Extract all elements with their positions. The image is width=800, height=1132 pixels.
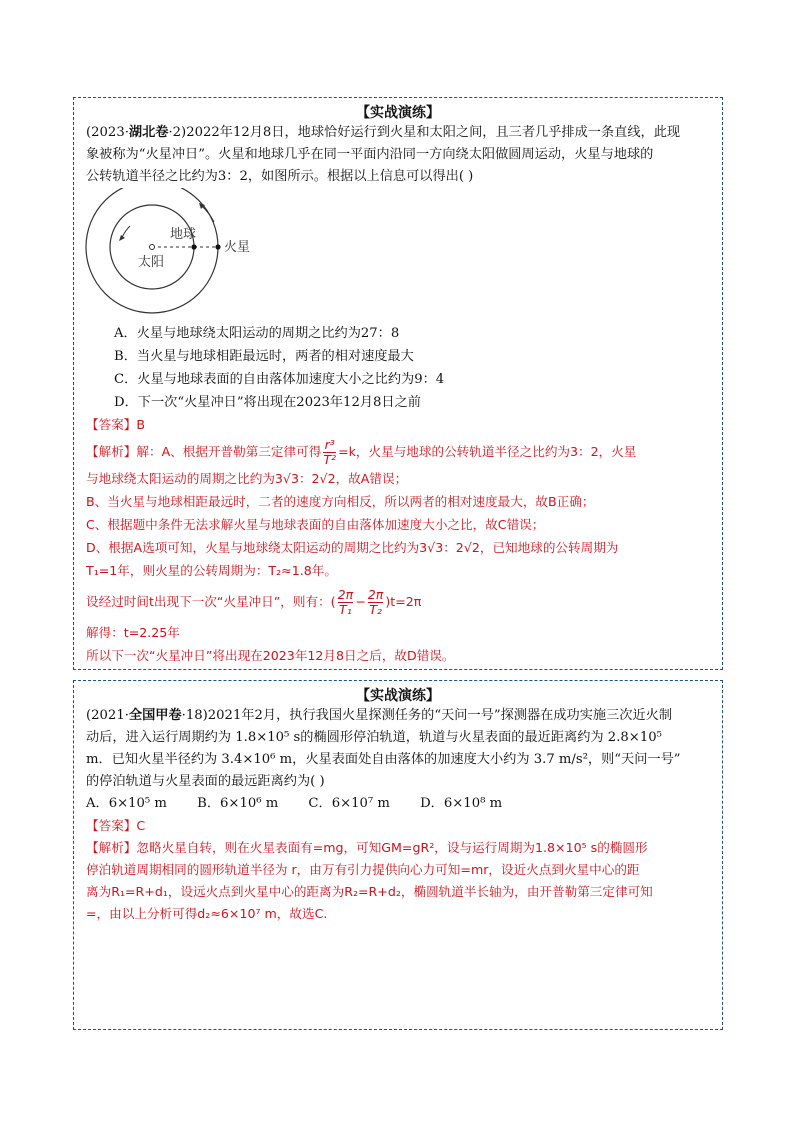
- mars-orbit: [86, 188, 218, 313]
- analysis-line: =，由以上分析可得d₂≈6×10⁷ m，故选C.: [86, 906, 328, 921]
- source-prefix: (2023·: [86, 125, 129, 140]
- analysis-line: 【解析】忽略火星自转，则在火星表面有=mg，可知GM=gR²，设与运行周期为1.8×10⁵ s的椭圆形: [86, 840, 648, 855]
- section-title: 【实战演练】: [356, 105, 440, 121]
- analysis-line: 所以下一次“火星冲日”将出现在2023年12月8日之后，故D错误。: [86, 648, 455, 663]
- analysis-line: B、当火星与地球相距最远时，二者的速度方向相反，所以两者的相对速度最大，故B正确；: [86, 494, 595, 509]
- option-c[interactable]: C．火星与地球表面的自由落体加速度大小之比约为9：4: [114, 372, 445, 387]
- stem-line: 象被称为“火星冲日”。火星和地球几乎在同一平面内沿同一方向绕太阳做圆周运动，火星与地球的: [86, 147, 654, 162]
- fraction-denominator: T²: [323, 452, 337, 467]
- sun-label: 太阳: [138, 255, 165, 270]
- source-paper: 湖北卷: [128, 125, 169, 140]
- section-title: 【实战演练】: [356, 688, 440, 704]
- source-suffix: ·18): [181, 708, 208, 723]
- option-d[interactable]: D．6×10⁸ m: [420, 796, 503, 811]
- analysis-line: D、根据A选项可知，火星与地球绕太阳运动的周期之比约为3√3：2√2，已知地球的公转周期为: [86, 540, 619, 555]
- answer-label: 【答案】C: [86, 818, 146, 833]
- option-c[interactable]: C．6×10⁷ m: [308, 796, 390, 811]
- mars-marker: [215, 244, 220, 249]
- question-2-stem: [86, 705, 712, 793]
- mars-label: 火星: [224, 240, 251, 255]
- question-1-stem: [86, 122, 712, 188]
- analysis-line: T₁=1年，则火星的公转周期为：T₂≈1.8年。: [86, 563, 337, 578]
- kepler-fraction: [323, 438, 336, 467]
- analysis-line: 解得：t=2.25年: [86, 625, 180, 640]
- earth-arrow-icon: [122, 226, 130, 238]
- analysis-block: [86, 837, 712, 925]
- stem-line: 2021年2月，执行我国火星探测任务的“天问一号”探测器在成功实施三次近火制: [207, 708, 673, 723]
- analysis-line: 与地球绕太阳运动的周期之比约为3√3：2√2，故A错误；: [86, 471, 408, 486]
- answer-label: 【答案】B: [86, 417, 146, 432]
- option-b[interactable]: B．6×10⁶ m: [197, 796, 279, 811]
- sun-marker: [150, 245, 155, 250]
- stem-line: 2022年12月8日，地球恰好运行到火星和太阳之间，且三者几乎排成一条直线，此现: [186, 125, 681, 140]
- minus-sign: −: [355, 594, 366, 609]
- stem-line: 的停泊轨道与火星表面的最远距离约为( ): [86, 774, 325, 789]
- source-suffix: ·2): [168, 125, 187, 140]
- fraction-denominator: T₁: [339, 602, 352, 617]
- analysis-line: 停泊轨道周期相同的圆形轨道半径为 r，由万有引力提供向心力可知=mr，设近火点到火星中心的距: [86, 862, 640, 877]
- orbit-figure: [82, 188, 262, 326]
- option-a[interactable]: A．6×10⁵ m: [86, 796, 167, 811]
- mars-arrow-icon: [202, 206, 214, 222]
- fraction-denominator: T₂: [369, 602, 382, 617]
- earth-marker: [191, 244, 196, 249]
- fraction-2pi-t2: [368, 588, 384, 617]
- fraction-2pi-t1: [338, 588, 354, 617]
- analysis-line: 离为R₁=R+d₁，设远火点到火星中心的距离为R₂=R+d₂，椭圆轨道半长轴为，由开普勒第三定律可知: [86, 884, 653, 899]
- option-a[interactable]: A．火星与地球绕太阳运动的周期之比约为27：8: [114, 326, 400, 341]
- option-d[interactable]: D．下一次“火星冲日”将出现在2023年12月8日之前: [114, 395, 421, 410]
- fraction-numerator: 2π: [337, 587, 354, 602]
- source-paper: 全国甲卷: [128, 708, 182, 723]
- stem-line: 动后，进入运行周期约为 1.8×10⁵ s的椭圆形停泊轨道，轨道与火星表面的最近距离约为 2.8×10⁵: [86, 730, 662, 745]
- stem-line: 公转轨道半径之比约为3：2，如图所示。根据以上信息可以得出( ): [86, 169, 474, 184]
- analysis-text: =k，火星与地球的公转轨道半径之比约为3：2，火星: [338, 444, 637, 459]
- options-row: [86, 793, 712, 815]
- stem-line: m．已知火星半径约为 3.4×10⁶ m，火星表面处自由落体的加速度大小约为 3.7 m/s²，则“天问一号”: [86, 752, 681, 767]
- analysis-text: 设经过时间t出现下一次“火星冲日”，则有：(: [86, 594, 336, 609]
- analysis-text: )t=2π: [385, 594, 422, 609]
- earth-label: 地球: [170, 227, 197, 242]
- analysis-text: 【解析】解：A、根据开普勒第三定律可得: [86, 444, 322, 459]
- analysis-block: [86, 438, 712, 667]
- practice-box-1: [73, 97, 723, 670]
- source-prefix: (2021·: [86, 708, 129, 723]
- analysis-line: C、根据题中条件无法求解火星与地球表面的自由落体加速度大小之比，故C错误；: [86, 517, 545, 532]
- option-b[interactable]: B．当火星与地球相距最远时，两者的相对速度最大: [114, 349, 414, 364]
- fraction-numerator: r³: [324, 437, 335, 452]
- fraction-numerator: 2π: [367, 587, 384, 602]
- practice-box-2: [73, 680, 723, 1030]
